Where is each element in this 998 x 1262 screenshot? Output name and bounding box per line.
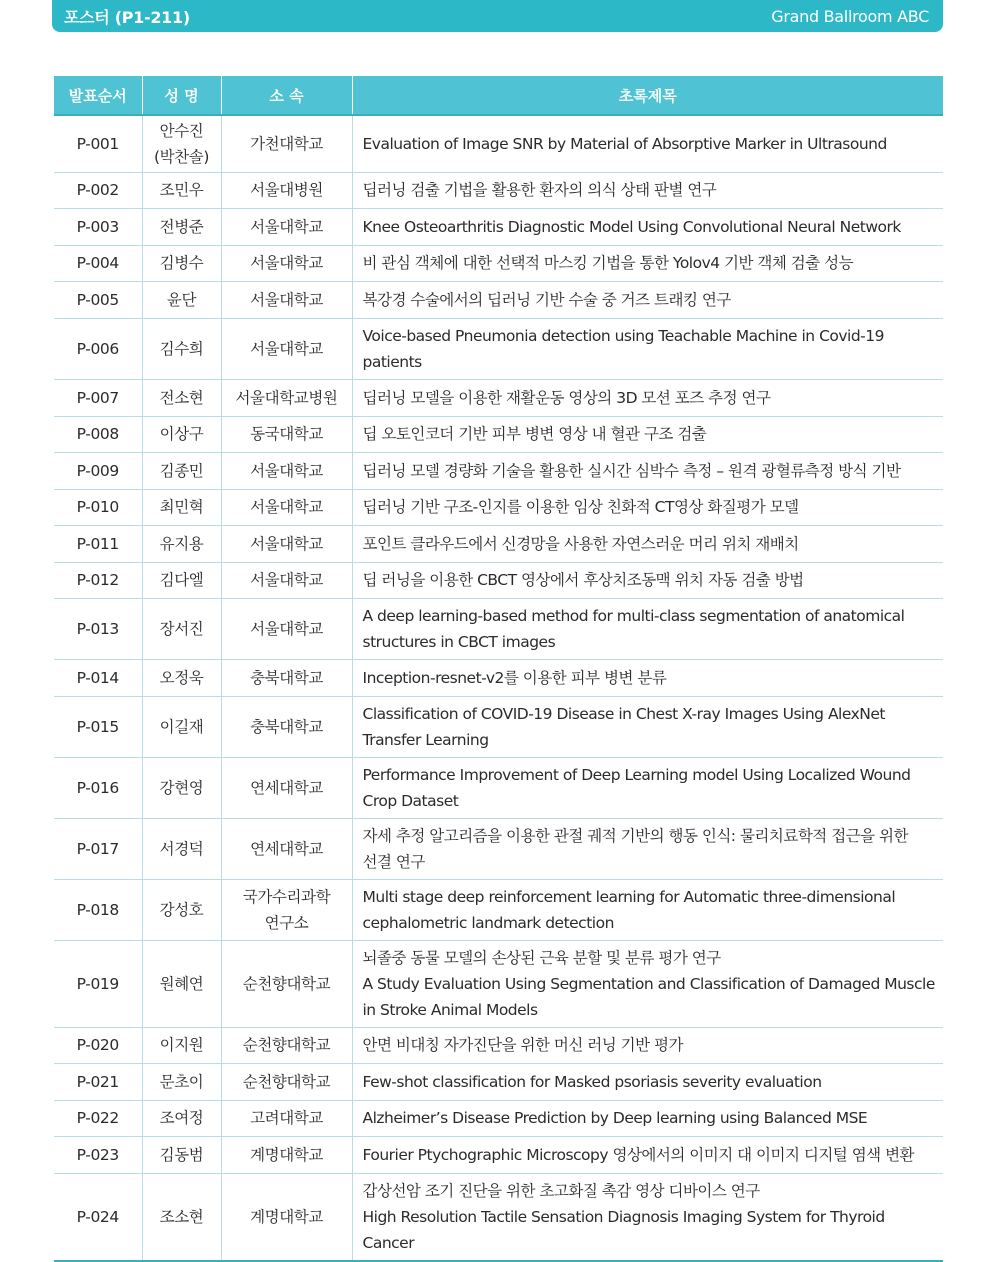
table-row: [54, 696, 943, 757]
presenter-name: 오정욱: [142, 659, 221, 696]
presentation-id: P-010: [54, 489, 142, 525]
header-affiliation: 소 속: [221, 76, 352, 115]
presentation-id: P-005: [54, 281, 142, 318]
presentation-id: P-017: [54, 818, 142, 879]
table-row: [54, 172, 943, 208]
table-row: [54, 115, 943, 172]
table-row: [54, 1027, 943, 1063]
presenter-name: 최민혁: [142, 489, 221, 525]
header-name: 성 명: [142, 76, 221, 115]
table-row: [54, 818, 943, 879]
poster-schedule-table: [54, 76, 943, 1262]
presenter-name: 전병준: [142, 208, 221, 245]
table-row: [54, 489, 943, 525]
abstract-title: 비 관심 객체에 대한 선택적 마스킹 기법을 통한 Yolov4 기반 객체 검출 성능: [352, 245, 943, 281]
presentation-id: P-015: [54, 696, 142, 757]
presenter-affiliation: 순천향대학교: [221, 1063, 352, 1100]
presentation-id: P-014: [54, 659, 142, 696]
abstract-title: 딥 러닝을 이용한 CBCT 영상에서 후상치조동맥 위치 자동 검출 방법: [352, 562, 943, 598]
presenter-affiliation: 순천향대학교: [221, 1027, 352, 1063]
abstract-title: Alzheimer’s Disease Prediction by Deep learning using Balanced MSE: [352, 1100, 943, 1136]
table-row: [54, 525, 943, 562]
abstract-title: A deep learning-based method for multi-class segmentation of anatomical structures in CBCT images: [352, 598, 943, 659]
presenter-name: 윤단: [142, 281, 221, 318]
header-title: 초록제목: [352, 76, 943, 115]
abstract-title: 딥러닝 모델을 이용한 재활운동 영상의 3D 모션 포즈 추정 연구: [352, 379, 943, 416]
session-code: 포스터 (P1-211): [64, 7, 190, 27]
presenter-name: 유지용: [142, 525, 221, 562]
presentation-id: P-013: [54, 598, 142, 659]
presentation-id: P-020: [54, 1027, 142, 1063]
presenter-affiliation: 순천향대학교: [221, 940, 352, 1027]
presenter-affiliation: 가천대학교: [221, 115, 352, 172]
presenter-name: 이지원: [142, 1027, 221, 1063]
abstract-title: Performance Improvement of Deep Learning model Using Localized Wound Crop Dataset: [352, 757, 943, 818]
presenter-affiliation: 서울대학교: [221, 208, 352, 245]
presentation-id: P-004: [54, 245, 142, 281]
presenter-name: 안수진 (박찬솔): [142, 115, 221, 172]
abstract-title: Knee Osteoarthritis Diagnostic Model Using Convolutional Neural Network: [352, 208, 943, 245]
presentation-id: P-011: [54, 525, 142, 562]
presentation-id: P-024: [54, 1173, 142, 1261]
presenter-affiliation: 서울대학교: [221, 245, 352, 281]
header-order: 발표순서: [54, 76, 142, 115]
presentation-id: P-021: [54, 1063, 142, 1100]
presenter-affiliation: 서울대학교: [221, 452, 352, 489]
presenter-affiliation: 서울대학교: [221, 281, 352, 318]
table-row: [54, 281, 943, 318]
presenter-affiliation: 서울대학교: [221, 562, 352, 598]
table-row: [54, 1136, 943, 1173]
abstract-title: 딥러닝 모델 경량화 기술을 활용한 실시간 심박수 측정 – 원격 광혈류측정 방식 기반: [352, 452, 943, 489]
table-row: [54, 879, 943, 940]
presenter-affiliation: 연세대학교: [221, 818, 352, 879]
table-header-row: [54, 76, 943, 115]
presenter-affiliation: 서울대학교병원: [221, 379, 352, 416]
table-row: [54, 940, 943, 1027]
table-row: [54, 379, 943, 416]
presenter-affiliation: 서울대학교: [221, 318, 352, 379]
abstract-title: Voice-based Pneumonia detection using Teachable Machine in Covid-19 patients: [352, 318, 943, 379]
table-row: [54, 1173, 943, 1261]
presenter-name: 김종민: [142, 452, 221, 489]
abstract-title: 딥러닝 검출 기법을 활용한 환자의 의식 상태 판별 연구: [352, 172, 943, 208]
presenter-affiliation: 충북대학교: [221, 696, 352, 757]
presenter-name: 문초이: [142, 1063, 221, 1100]
presenter-name: 조소현: [142, 1173, 221, 1261]
presentation-id: P-023: [54, 1136, 142, 1173]
table-row: [54, 416, 943, 452]
presenter-affiliation: 서울대학교: [221, 525, 352, 562]
presentation-id: P-008: [54, 416, 142, 452]
presenter-name: 강현영: [142, 757, 221, 818]
presenter-name: 이길재: [142, 696, 221, 757]
presenter-name: 서경덕: [142, 818, 221, 879]
presentation-id: P-016: [54, 757, 142, 818]
presenter-affiliation: 국가수리과학 연구소: [221, 879, 352, 940]
table-row: [54, 659, 943, 696]
presenter-affiliation: 동국대학교: [221, 416, 352, 452]
table-row: [54, 245, 943, 281]
presenter-name: 조민우: [142, 172, 221, 208]
presenter-affiliation: 고려대학교: [221, 1100, 352, 1136]
table-row: [54, 562, 943, 598]
table-row: [54, 598, 943, 659]
presentation-id: P-009: [54, 452, 142, 489]
table-row: [54, 452, 943, 489]
presenter-name: 김병수: [142, 245, 221, 281]
presenter-name: 이상구: [142, 416, 221, 452]
abstract-title: 갑상선암 조기 진단을 위한 초고화질 촉감 영상 디바이스 연구 High Resolution Tactile Sensation Diagnosis Imaging System for Thyroid Cancer: [352, 1173, 943, 1261]
abstract-title: 딥러닝 기반 구조-인지를 이용한 임상 친화적 CT영상 화질평가 모델: [352, 489, 943, 525]
abstract-title: Classification of COVID-19 Disease in Chest X-ray Images Using AlexNet Transfer Learning: [352, 696, 943, 757]
abstract-title: Fourier Ptychographic Microscopy 영상에서의 이미지 대 이미지 디지털 염색 변환: [352, 1136, 943, 1173]
presenter-name: 조여정: [142, 1100, 221, 1136]
presenter-affiliation: 서울대학교: [221, 489, 352, 525]
presenter-affiliation: 서울대학교: [221, 598, 352, 659]
presentation-id: P-003: [54, 208, 142, 245]
presenter-affiliation: 계명대학교: [221, 1173, 352, 1261]
abstract-title: 복강경 수술에서의 딥러닝 기반 수술 중 거즈 트래킹 연구: [352, 281, 943, 318]
table-row: [54, 757, 943, 818]
presentation-id: P-022: [54, 1100, 142, 1136]
presenter-affiliation: 연세대학교: [221, 757, 352, 818]
presenter-name: 김수희: [142, 318, 221, 379]
presentation-id: P-006: [54, 318, 142, 379]
presentation-id: P-007: [54, 379, 142, 416]
abstract-title: Evaluation of Image SNR by Material of Absorptive Marker in Ultrasound: [352, 115, 943, 172]
presenter-name: 강성호: [142, 879, 221, 940]
presenter-affiliation: 충북대학교: [221, 659, 352, 696]
abstract-title: 자세 추정 알고리즘을 이용한 관절 궤적 기반의 행동 인식: 물리치료학적 접근을 위한 선결 연구: [352, 818, 943, 879]
presenter-affiliation: 서울대병원: [221, 172, 352, 208]
abstract-title: 뇌졸중 동물 모델의 손상된 근육 분할 및 분류 평가 연구 A Study Evaluation Using Segmentation and Classification of Damaged Muscle in Stroke Animal Models: [352, 940, 943, 1027]
abstract-title: 안면 비대칭 자가진단을 위한 머신 러닝 기반 평가: [352, 1027, 943, 1063]
presentation-id: P-019: [54, 940, 142, 1027]
presentation-id: P-012: [54, 562, 142, 598]
presenter-name: 전소현: [142, 379, 221, 416]
abstract-title: 딥 오토인코더 기반 피부 병변 영상 내 혈관 구조 검출: [352, 416, 943, 452]
session-room: Grand Ballroom ABC: [771, 6, 929, 26]
abstract-title: Inception-resnet-v2를 이용한 피부 병변 분류: [352, 659, 943, 696]
table-row: [54, 318, 943, 379]
presentation-id: P-002: [54, 172, 142, 208]
session-banner: [52, 0, 943, 32]
presenter-name: 김다엘: [142, 562, 221, 598]
abstract-title: 포인트 클라우드에서 신경망을 사용한 자연스러운 머리 위치 재배치: [352, 525, 943, 562]
abstract-title: Few-shot classification for Masked psoriasis severity evaluation: [352, 1063, 943, 1100]
table-row: [54, 208, 943, 245]
table-row: [54, 1063, 943, 1100]
presenter-name: 원혜연: [142, 940, 221, 1027]
presenter-name: 장서진: [142, 598, 221, 659]
table-row: [54, 1100, 943, 1136]
presenter-affiliation: 계명대학교: [221, 1136, 352, 1173]
presentation-id: P-018: [54, 879, 142, 940]
abstract-title: Multi stage deep reinforcement learning for Automatic three-dimensional cephalometric landmark detection: [352, 879, 943, 940]
presentation-id: P-001: [54, 115, 142, 172]
presenter-name: 김동범: [142, 1136, 221, 1173]
